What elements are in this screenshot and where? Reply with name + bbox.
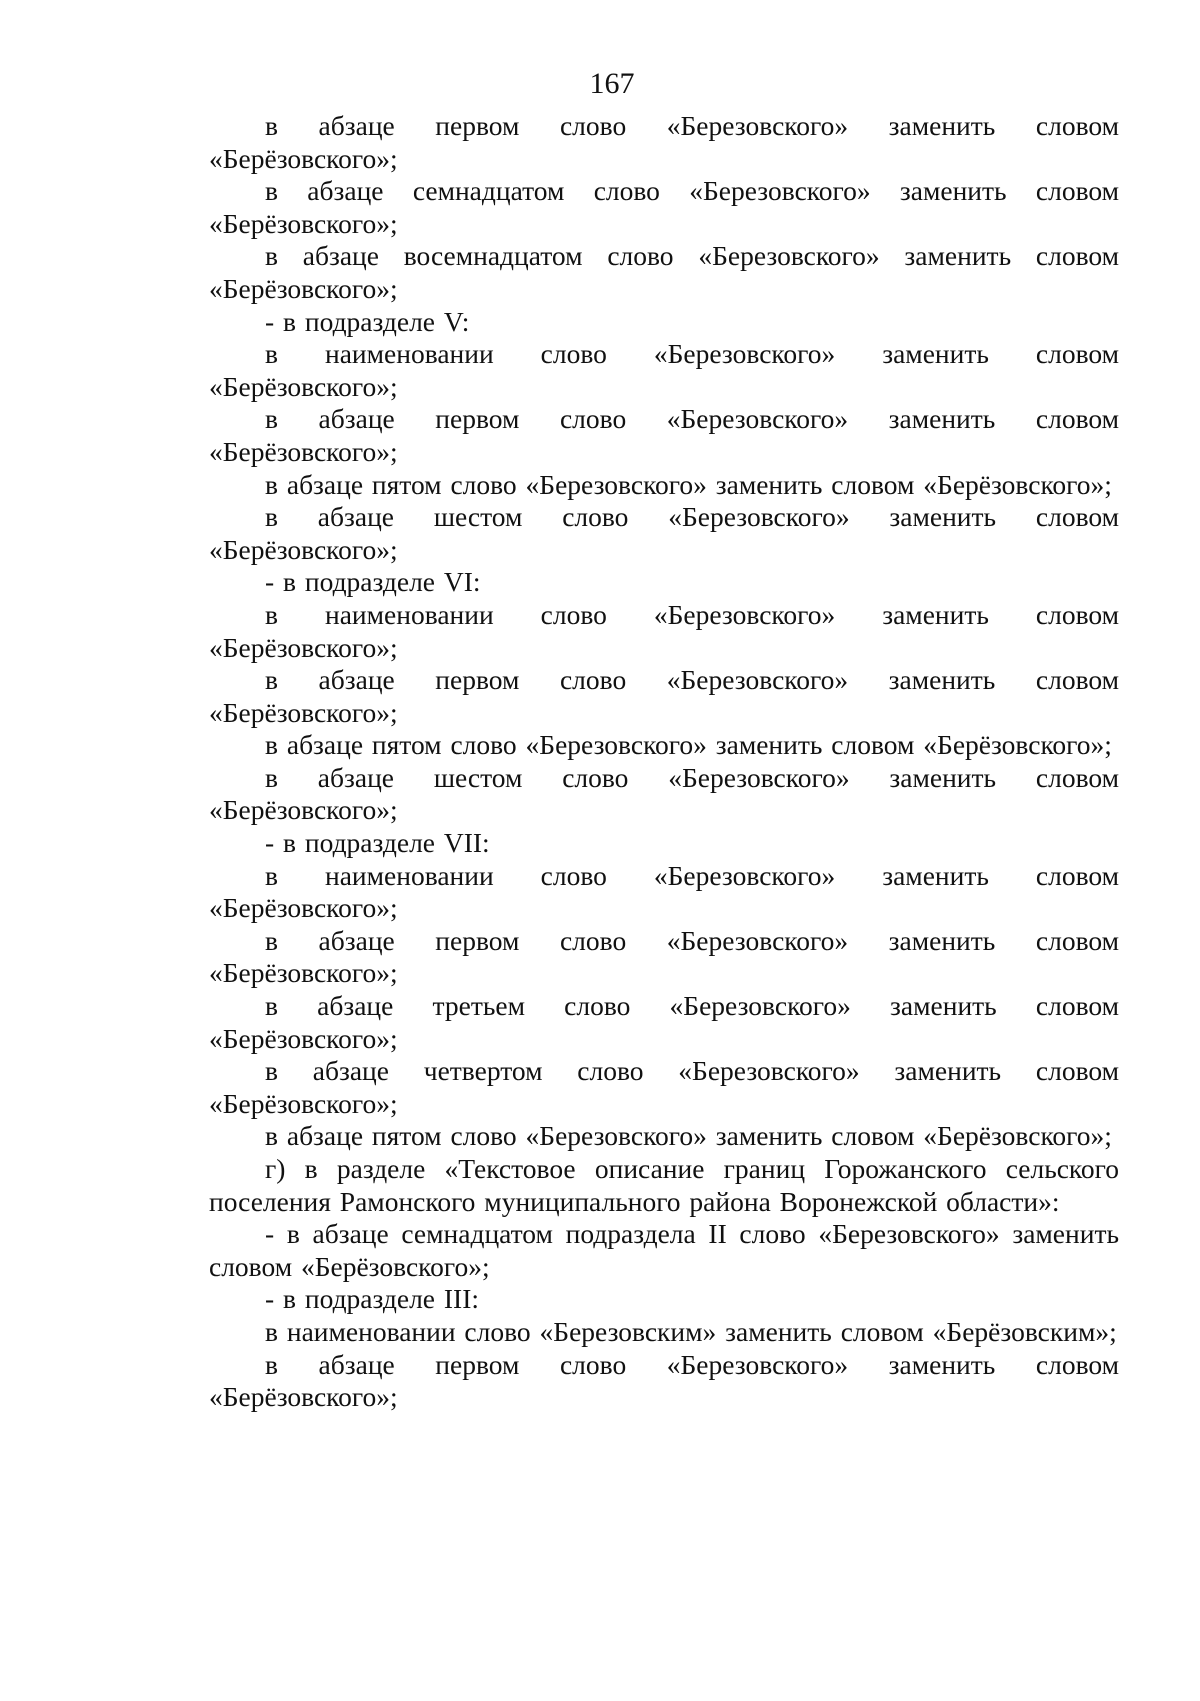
amendment-paragraph: в абзаце пятом слово «Березовского» заменить словом «Берёзовского»; xyxy=(265,468,1112,500)
amendment-paragraph: в абзаце пятом слово «Березовского» заменить словом «Берёзовского»; xyxy=(265,729,1112,761)
amendment-paragraph: в абзаце первом слово «Березовского» заменить словом «Берёзовского»; xyxy=(209,403,1119,467)
amendment-paragraph: в наименовании слово «Березовского» заменить словом «Берёзовского»; xyxy=(209,338,1119,402)
amendment-paragraph: в абзаце семнадцатом слово «Березовского» заменить словом «Берёзовского»; xyxy=(209,175,1119,239)
amendment-paragraph: в абзаце первом слово «Березовского» заменить словом «Берёзовского»; xyxy=(209,110,1119,174)
amendment-paragraph: в абзаце восемнадцатом слово «Березовского» заменить словом «Берёзовского»; xyxy=(209,240,1119,304)
amendment-paragraph: - в абзаце семнадцатом подраздела II слово «Березовского» заменить словом «Берёзовского»; xyxy=(209,1218,1119,1282)
document-body xyxy=(209,110,1119,1414)
subsection-heading: - в подразделе VI: xyxy=(265,566,481,598)
amendment-paragraph: в абзаце четвертом слово «Березовского» заменить словом «Берёзовского»; xyxy=(209,1055,1119,1119)
subsection-heading: - в подразделе VII: xyxy=(265,827,490,859)
section-paragraph: г) в разделе «Текстовое описание границ Горожанского сельского поселения Рамонского муниципального района Воронежской области»: xyxy=(209,1153,1119,1217)
amendment-paragraph: в абзаце пятом слово «Березовского» заменить словом «Берёзовского»; xyxy=(265,1120,1112,1152)
amendment-paragraph: в абзаце первом слово «Березовского» заменить словом «Берёзовского»; xyxy=(209,664,1119,728)
subsection-heading: - в подразделе V: xyxy=(265,305,470,337)
amendment-paragraph: в абзаце шестом слово «Березовского» заменить словом «Берёзовского»; xyxy=(209,501,1119,565)
amendment-paragraph: в абзаце первом слово «Березовского» заменить словом «Берёзовского»; xyxy=(209,924,1119,989)
amendment-paragraph: в абзаце шестом слово «Березовского» заменить словом «Берёзовского»; xyxy=(209,761,1119,826)
amendment-paragraph: в наименовании слово «Березовского» заменить словом «Берёзовского»; xyxy=(209,859,1119,924)
amendment-paragraph: в абзаце первом слово «Березовского» заменить словом «Берёзовского»; xyxy=(209,1348,1119,1413)
amendment-paragraph: в абзаце третьем слово «Березовского» заменить словом «Берёзовского»; xyxy=(209,990,1119,1054)
amendment-paragraph: в наименовании слово «Березовским» заменить словом «Берёзовским»; xyxy=(265,1315,1117,1347)
subsection-heading: - в подразделе III: xyxy=(265,1283,479,1315)
page-number: 167 xyxy=(589,67,635,100)
amendment-paragraph: в наименовании слово «Березовского» заменить словом «Берёзовского»; xyxy=(209,598,1119,663)
